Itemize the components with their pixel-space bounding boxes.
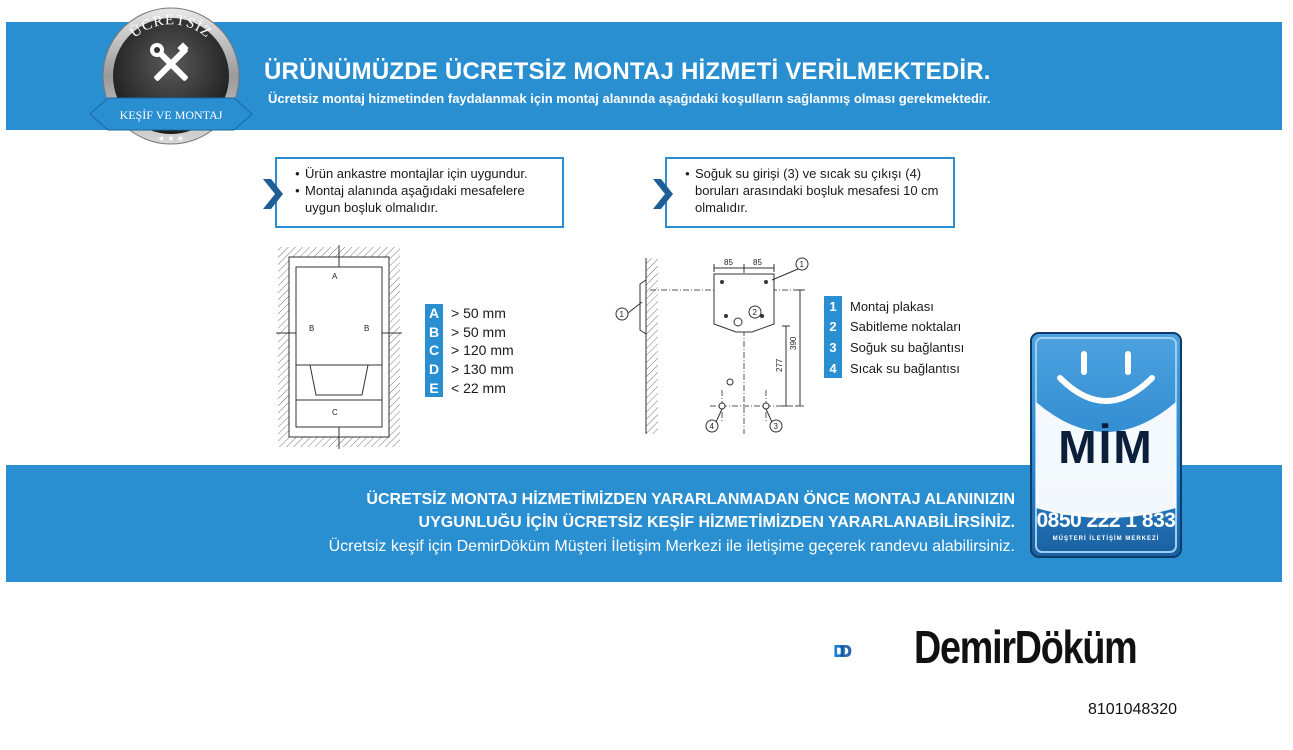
banner-subtitle: Ücretsiz montaj hizmetinden faydalanmak için montaj alanında aşağıdaki koşulların sağlanmış olması gerekmektedir.: [268, 91, 991, 106]
badge-ribbon-text: KEŞİF VE MONTAJ: [119, 108, 223, 122]
table-row: [824, 317, 964, 338]
callout-1-right: 1: [799, 260, 804, 269]
dim-277: 277: [775, 358, 784, 372]
note-item: ● Montaj alanında aşağıdaki mesafelere uygun boşluk olmalıdır.: [295, 182, 554, 216]
table-row: [425, 378, 514, 397]
note-clearance: [275, 157, 564, 228]
table-row: [824, 337, 964, 358]
clearance-label-a: A: [332, 272, 338, 281]
badge-top-text: ÜCRETSİZ: [127, 12, 215, 42]
clearance-value: < 22 mm: [451, 379, 506, 396]
note-pipe-spacing: [665, 157, 955, 228]
clearance-table: [425, 304, 514, 397]
bottom-headline-line-2: UYGUNLUĞU İÇİN ÜCRETSİZ KEŞİF HİZMETİMİZDEN YARARLANABİLİRSİNİZ.: [418, 514, 1015, 531]
free-installation-badge: [86, 6, 256, 152]
part-key: 4: [824, 358, 842, 379]
chevron-right-icon: [653, 179, 675, 209]
table-row: [425, 341, 514, 360]
callout-4: 4: [709, 422, 714, 431]
brand-wordmark: DemirDöküm: [914, 621, 1137, 673]
dim-85-left: 85: [724, 258, 733, 267]
clearance-value: > 50 mm: [451, 305, 506, 322]
note-item: ● Soğuk su girişi (3) ve sıcak su çıkışı (4) boruları arasındaki boşluk mesafesi 10 cm olmalıdır.: [685, 165, 945, 216]
dim-390: 390: [789, 336, 798, 350]
table-row: [425, 360, 514, 379]
parts-table: [824, 296, 964, 378]
clearance-diagram: [276, 245, 402, 449]
part-value: Sıcak su bağlantısı: [850, 360, 960, 376]
clearance-value: > 120 mm: [451, 342, 514, 359]
customer-center-label: MÜŞTERİ İLETİŞİM MERKEZİ: [1052, 536, 1160, 542]
part-value: Montaj plakası: [850, 298, 934, 314]
clearance-key: C: [425, 341, 443, 360]
phone-number: 0850 222 1 833: [1036, 509, 1176, 532]
clearance-value: > 130 mm: [451, 361, 514, 378]
part-value: Soğuk su bağlantısı: [850, 339, 965, 355]
callout-1-left: 1: [619, 310, 624, 319]
callout-3: 3: [773, 422, 778, 431]
clearance-key: B: [425, 323, 443, 342]
mounting-bracket-diagram: [610, 250, 815, 438]
part-value: Sabitleme noktaları: [850, 319, 962, 335]
clearance-value: > 50 mm: [451, 323, 506, 340]
banner-title: ÜRÜNÜMÜZDE ÜCRETSİZ MONTAJ HİZMETİ VERİLMEKTEDİR.: [264, 58, 991, 85]
svg-text:★ ★ ★: ★ ★ ★: [158, 134, 184, 143]
table-row: [425, 304, 514, 323]
chevron-right-icon: [263, 179, 285, 209]
clearance-key: E: [425, 378, 443, 397]
document-number: 8101048320: [1088, 701, 1177, 718]
table-row: [425, 323, 514, 342]
part-key: 1: [824, 296, 842, 317]
callout-2: 2: [752, 308, 757, 317]
clearance-label-b-right: B: [364, 324, 370, 333]
dim-85-right: 85: [753, 258, 762, 267]
part-key: 2: [824, 317, 842, 338]
clearance-label-b-left: B: [309, 324, 315, 333]
clearance-key: A: [425, 304, 443, 323]
table-row: [824, 358, 964, 379]
mim-wordmark: MİM: [1058, 421, 1154, 473]
demirdokum-logo-icon: [834, 620, 914, 682]
table-row: [824, 296, 964, 317]
part-key: 3: [824, 337, 842, 358]
clearance-label-c: C: [332, 408, 338, 417]
bottom-info-line: Ücretsiz keşif için DemirDöküm Müşteri İletişim Merkezi ile iletişime geçerek randevu alabilirsiniz.: [328, 538, 1015, 555]
note-item: ● Ürün ankastre montajlar için uygundur.: [295, 165, 554, 182]
bottom-headline-line-1: ÜCRETSİZ MONTAJ HİZMETİMİZDEN YARARLANMADAN ÖNCE MONTAJ ALANINIZIN: [366, 491, 1015, 508]
clearance-key: D: [425, 360, 443, 379]
